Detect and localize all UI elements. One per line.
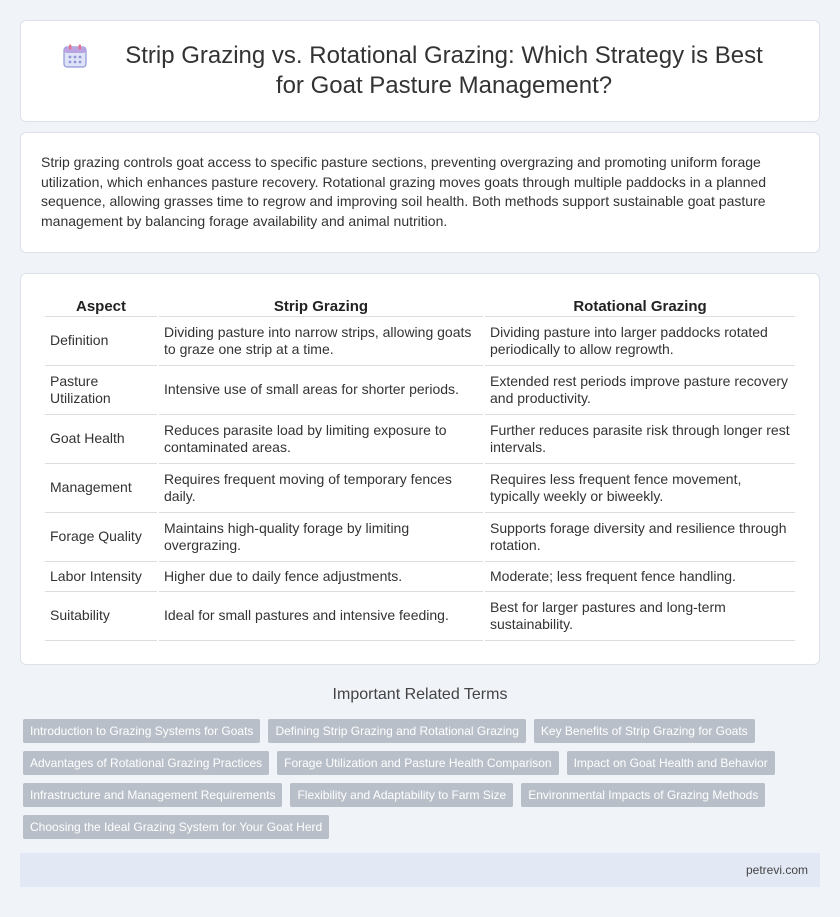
table-row — [45, 592, 795, 641]
aspect-cell: Forage Quality — [45, 513, 157, 562]
header-aspect: Aspect — [45, 296, 157, 317]
related-term-tag[interactable]: Flexibility and Adaptability to Farm Size — [290, 783, 513, 807]
table-row — [45, 562, 795, 592]
calendar-icon — [61, 42, 89, 70]
aspect-cell: Goat Health — [45, 415, 157, 464]
aspect-cell: Pasture Utilization — [45, 366, 157, 415]
header-strip-grazing: Strip Grazing — [159, 296, 483, 317]
aspect-cell: Management — [45, 464, 157, 513]
strip-cell: Intensive use of small areas for shorter periods. — [159, 366, 483, 415]
rotational-cell: Extended rest periods improve pasture recovery and productivity. — [485, 366, 795, 415]
table-header-row — [45, 296, 795, 317]
comparison-table — [43, 296, 797, 641]
table-row — [45, 415, 795, 464]
related-terms-list — [23, 719, 803, 839]
rotational-cell: Further reduces parasite risk through longer rest intervals. — [485, 415, 795, 464]
strip-cell: Dividing pasture into narrow strips, allowing goats to graze one strip at a time. — [159, 317, 483, 366]
related-term-tag[interactable]: Advantages of Rotational Grazing Practices — [23, 751, 269, 775]
comparison-table-card — [20, 273, 820, 665]
related-term-tag[interactable]: Introduction to Grazing Systems for Goats — [23, 719, 260, 743]
strip-cell: Requires frequent moving of temporary fences daily. — [159, 464, 483, 513]
rotational-cell: Best for larger pastures and long-term sustainability. — [485, 592, 795, 641]
related-terms-title: Important Related Terms — [332, 686, 508, 703]
page-title: Strip Grazing vs. Rotational Grazing: Which Strategy is Best for Goat Pasture Management? — [125, 42, 763, 99]
strip-cell: Reduces parasite load by limiting exposure to contaminated areas. — [159, 415, 483, 464]
related-term-tag[interactable]: Infrastructure and Management Requirements — [23, 783, 282, 807]
intro-paragraph: Strip grazing controls goat access to specific pasture sections, preventing overgrazing and promoting uniform forage utilization, which enhances pasture recovery. Rotational grazing moves goats through multiple paddocks in a planned sequence, allowing grasses time to regrow and improving soil health. Both methods support sustainable goat pasture management by balancing forage availability and animal nutrition. — [41, 154, 767, 229]
rotational-cell: Supports forage diversity and resilience through rotation. — [485, 513, 795, 562]
footer — [20, 853, 820, 887]
strip-cell: Higher due to daily fence adjustments. — [159, 562, 483, 592]
related-term-tag[interactable]: Choosing the Ideal Grazing System for Your Goat Herd — [23, 815, 329, 839]
table-row — [45, 464, 795, 513]
header-rotational-grazing: Rotational Grazing — [485, 296, 795, 317]
related-term-tag[interactable]: Forage Utilization and Pasture Health Comparison — [277, 751, 558, 775]
aspect-cell: Definition — [45, 317, 157, 366]
footer-site-link[interactable]: petrevi.com — [745, 863, 808, 877]
rotational-cell: Dividing pasture into larger paddocks rotated periodically to allow regrowth. — [485, 317, 795, 366]
aspect-cell: Suitability — [45, 592, 157, 641]
rotational-cell: Moderate; less frequent fence handling. — [485, 562, 795, 592]
related-term-tag[interactable]: Key Benefits of Strip Grazing for Goats — [534, 719, 755, 743]
related-term-tag[interactable]: Defining Strip Grazing and Rotational Grazing — [268, 719, 525, 743]
related-term-tag[interactable]: Environmental Impacts of Grazing Methods — [521, 783, 765, 807]
strip-cell: Ideal for small pastures and intensive feeding. — [159, 592, 483, 641]
table-row — [45, 366, 795, 415]
header-card — [20, 20, 820, 122]
table-row — [45, 317, 795, 366]
strip-cell: Maintains high-quality forage by limiting overgrazing. — [159, 513, 483, 562]
intro-card — [20, 132, 820, 253]
aspect-cell: Labor Intensity — [45, 562, 157, 592]
table-row — [45, 513, 795, 562]
rotational-cell: Requires less frequent fence movement, typically weekly or biweekly. — [485, 464, 795, 513]
related-term-tag[interactable]: Impact on Goat Health and Behavior — [567, 751, 775, 775]
